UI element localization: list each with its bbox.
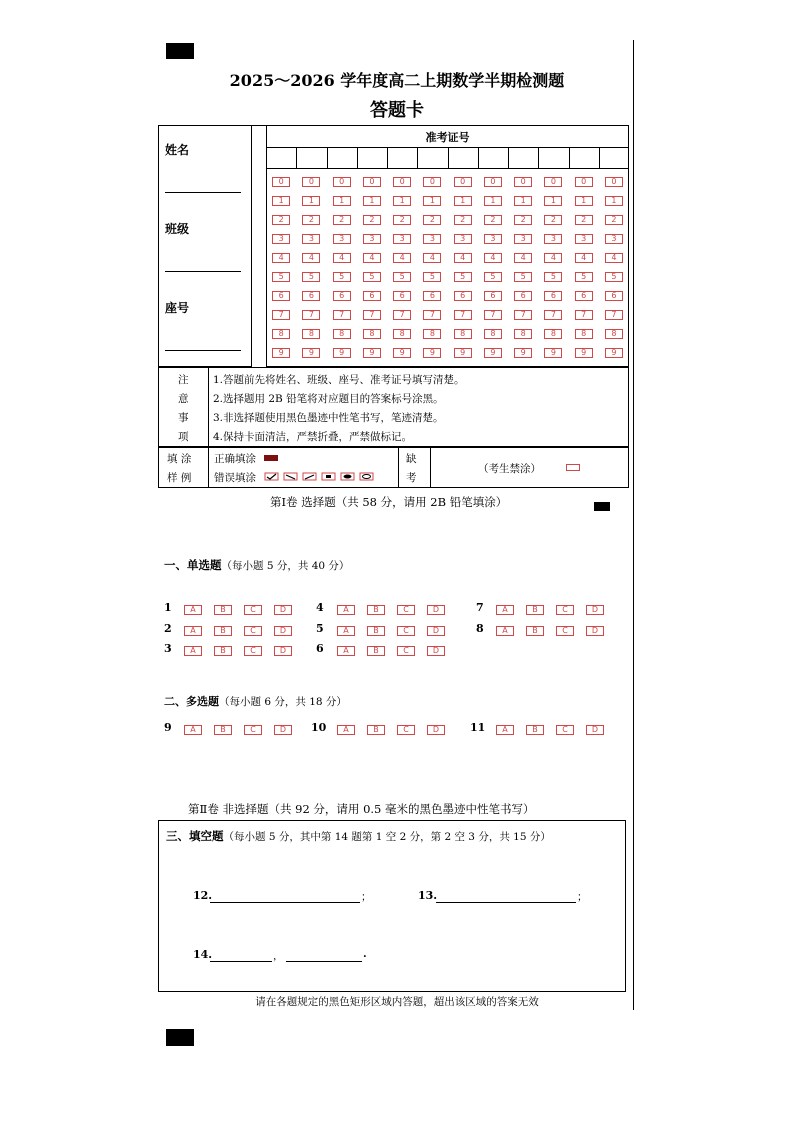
q13-label: 13. bbox=[418, 889, 438, 902]
answer-bubble-b[interactable]: B bbox=[526, 725, 544, 735]
exam-id-digit-bubble[interactable]: 6 bbox=[484, 291, 502, 301]
answer-bubble-d[interactable]: D bbox=[586, 725, 604, 735]
exam-id-digit-bubble[interactable]: 6 bbox=[272, 291, 290, 301]
exam-id-digit-bubble[interactable]: 8 bbox=[423, 329, 441, 339]
class-label: 班级 bbox=[165, 222, 190, 236]
answer-bubble-a[interactable]: A bbox=[337, 725, 355, 735]
q13-sep: ； bbox=[577, 891, 588, 903]
exam-id-digit-bubble[interactable]: 7 bbox=[393, 310, 411, 320]
exam-id-digit-bubble[interactable]: 9 bbox=[393, 348, 411, 358]
notes-side-4: 项 bbox=[178, 431, 189, 443]
exam-id-digit-bubble[interactable]: 4 bbox=[544, 253, 562, 263]
exam-id-digit-bubble[interactable]: 6 bbox=[544, 291, 562, 301]
exam-id-digit-bubble[interactable]: 5 bbox=[302, 272, 320, 282]
answer-bubble-a[interactable]: A bbox=[184, 646, 202, 656]
absent-bubble[interactable] bbox=[566, 464, 580, 471]
exam-id-digit-bubble[interactable]: 7 bbox=[423, 310, 441, 320]
note-item-4: 4.保持卡面清洁，严禁折叠，严禁做标记。 bbox=[213, 431, 413, 443]
exam-id-digit-bubble[interactable]: 4 bbox=[454, 253, 472, 263]
exam-id-digit-bubble[interactable]: 9 bbox=[302, 348, 320, 358]
exam-id-digit-bubble[interactable]: 1 bbox=[363, 196, 381, 206]
exam-id-digit-bubble[interactable]: 2 bbox=[575, 215, 593, 225]
q14-comma: ， bbox=[273, 950, 284, 962]
exam-id-digit-bubble[interactable]: 9 bbox=[605, 348, 623, 358]
answer-bubble-d[interactable]: D bbox=[274, 725, 292, 735]
answer-bubble-a[interactable]: A bbox=[337, 646, 355, 656]
exam-id-digit-bubble[interactable]: 0 bbox=[484, 177, 502, 187]
notes-side-1: 注 bbox=[178, 374, 189, 386]
name-label: 姓名 bbox=[165, 143, 190, 157]
exam-id-digit-bubble[interactable]: 9 bbox=[423, 348, 441, 358]
exam-id-digit-bubble[interactable]: 5 bbox=[454, 272, 472, 282]
exam-id-digit-bubble[interactable]: 0 bbox=[272, 177, 290, 187]
exam-id-digit-bubble[interactable]: 1 bbox=[302, 196, 320, 206]
q12-answer[interactable] bbox=[210, 902, 360, 903]
fill-blank-title bbox=[166, 828, 551, 844]
note-item-3: 3.非选择题使用黑色墨迹中性笔书写，笔迹清楚。 bbox=[213, 412, 444, 424]
exam-id-digit-bubble[interactable]: 6 bbox=[454, 291, 472, 301]
exam-id-digit-bubble[interactable]: 5 bbox=[333, 272, 351, 282]
answer-bubble-c[interactable]: C bbox=[397, 725, 415, 735]
answer-bubble-b[interactable]: B bbox=[367, 646, 385, 656]
exam-id-digit-bubble[interactable]: 1 bbox=[333, 196, 351, 206]
exam-id-digit-bubble[interactable]: 9 bbox=[544, 348, 562, 358]
exam-id-digit-bubble[interactable]: 2 bbox=[272, 215, 290, 225]
exam-id-digit-bubble[interactable]: 3 bbox=[514, 234, 532, 244]
answer-bubble-c[interactable]: C bbox=[244, 646, 262, 656]
exam-id-digit-bubble[interactable]: 3 bbox=[544, 234, 562, 244]
exam-id-digit-bubble[interactable]: 3 bbox=[484, 234, 502, 244]
exam-id-digit-bubble[interactable]: 1 bbox=[423, 196, 441, 206]
exam-id-digit-bubble[interactable]: 7 bbox=[454, 310, 472, 320]
exam-id-digit-bubble[interactable]: 4 bbox=[484, 253, 502, 263]
exam-id-digit-bubble[interactable]: 5 bbox=[423, 272, 441, 282]
exam-id-digit-bubble[interactable]: 6 bbox=[514, 291, 532, 301]
answer-bubble-d[interactable]: D bbox=[427, 646, 445, 656]
q14-answer-1[interactable] bbox=[210, 961, 272, 962]
exam-id-digit-bubble[interactable]: 2 bbox=[363, 215, 381, 225]
answer-bubble-b[interactable]: B bbox=[526, 626, 544, 636]
exam-id-digit-bubble[interactable]: 8 bbox=[605, 329, 623, 339]
exam-id-digit-bubble[interactable]: 3 bbox=[605, 234, 623, 244]
exam-id-digit-bubble[interactable]: 4 bbox=[272, 253, 290, 263]
multi-choice-title-text: 二、多选题 bbox=[164, 695, 219, 708]
exam-id-digit-bubble[interactable]: 7 bbox=[575, 310, 593, 320]
answer-bubble-b[interactable]: B bbox=[214, 605, 232, 615]
absent-note: （考生禁涂） bbox=[478, 463, 541, 475]
answer-bubble-b[interactable]: B bbox=[526, 605, 544, 615]
exam-id-digit-bubble[interactable]: 8 bbox=[393, 329, 411, 339]
exam-id-digit-bubble[interactable]: 8 bbox=[514, 329, 532, 339]
answer-bubble-a[interactable]: A bbox=[337, 626, 355, 636]
exam-id-digit-bubble[interactable]: 2 bbox=[514, 215, 532, 225]
exam-id-digit-bubble[interactable]: 2 bbox=[484, 215, 502, 225]
answer-bubble-b[interactable]: B bbox=[367, 725, 385, 735]
answer-bubble-d[interactable]: D bbox=[427, 725, 445, 735]
exam-id-digit-bubble[interactable]: 3 bbox=[363, 234, 381, 244]
exam-id-digit-bubble[interactable]: 1 bbox=[544, 196, 562, 206]
seat-label: 座号 bbox=[165, 301, 190, 315]
exam-id-digit-bubble[interactable]: 2 bbox=[333, 215, 351, 225]
notes-side-3: 事 bbox=[178, 412, 189, 424]
q14-label: 14. bbox=[193, 948, 213, 961]
exam-id-label: 准考证号 bbox=[425, 131, 470, 144]
fill-blank-title-text: 三、填空题 bbox=[166, 829, 224, 843]
exam-id-digit-bubble[interactable]: 0 bbox=[575, 177, 593, 187]
exam-id-digit-bubble[interactable]: 8 bbox=[544, 329, 562, 339]
question-number: 1 bbox=[164, 601, 172, 614]
single-choice-title-text: 一、单选题 bbox=[164, 558, 222, 572]
exam-id-digit-bubble[interactable]: 4 bbox=[333, 253, 351, 263]
exam-id-digit-bubble[interactable]: 3 bbox=[333, 234, 351, 244]
exam-id-digit-bubble[interactable]: 9 bbox=[272, 348, 290, 358]
wrong-fill-samples bbox=[264, 471, 384, 483]
exam-id-digit-bubble[interactable]: 6 bbox=[333, 291, 351, 301]
exam-id-digit-bubble[interactable]: 8 bbox=[302, 329, 320, 339]
exam-id-digit-bubble[interactable]: 5 bbox=[514, 272, 532, 282]
exam-id-digit-bubble[interactable]: 9 bbox=[454, 348, 472, 358]
exam-id-digit-bubble[interactable]: 8 bbox=[333, 329, 351, 339]
exam-id-digit-bubble[interactable]: 1 bbox=[393, 196, 411, 206]
exam-id-digit-bubble[interactable]: 0 bbox=[423, 177, 441, 187]
exam-id-digit-bubble[interactable]: 9 bbox=[514, 348, 532, 358]
exam-id-digit-bubble[interactable]: 4 bbox=[393, 253, 411, 263]
exam-id-digit-bubble[interactable]: 4 bbox=[575, 253, 593, 263]
exam-id-digit-bubble[interactable]: 4 bbox=[423, 253, 441, 263]
q12-label: 12. bbox=[193, 889, 213, 902]
exam-id-digit-bubble[interactable]: 8 bbox=[363, 329, 381, 339]
exam-id-digit-bubble[interactable]: 7 bbox=[302, 310, 320, 320]
exam-id-digit-bubble[interactable]: 4 bbox=[605, 253, 623, 263]
answer-bubble-c[interactable]: C bbox=[397, 626, 415, 636]
single-choice-title bbox=[164, 557, 349, 573]
exam-id-digit-bubble[interactable]: 5 bbox=[544, 272, 562, 282]
part2-heading: 第Ⅱ卷 非选择题（共 92 分，请用 0.5 毫米的黑色墨迹中性笔书写） bbox=[188, 802, 535, 816]
q12-sep: ； bbox=[361, 891, 372, 903]
correct-fill-sample bbox=[264, 455, 278, 461]
answer-bubble-b[interactable]: B bbox=[367, 626, 385, 636]
exam-id-digit-bubble[interactable]: 9 bbox=[484, 348, 502, 358]
answer-bubble-b[interactable]: B bbox=[214, 646, 232, 656]
answer-bubble-c[interactable]: C bbox=[244, 626, 262, 636]
exam-id-digit-bubble[interactable]: 2 bbox=[605, 215, 623, 225]
exam-id-digit-bubble[interactable]: 5 bbox=[363, 272, 381, 282]
exam-id-digit-bubble[interactable]: 8 bbox=[575, 329, 593, 339]
answer-bubble-c[interactable]: C bbox=[244, 725, 262, 735]
absent-label-2: 考 bbox=[406, 472, 417, 484]
answer-bubble-d[interactable]: D bbox=[427, 605, 445, 615]
answer-bubble-b[interactable]: B bbox=[214, 725, 232, 735]
exam-id-digit-bubble[interactable]: 6 bbox=[575, 291, 593, 301]
question-number: 4 bbox=[316, 601, 324, 614]
exam-id-digit-bubble[interactable]: 1 bbox=[605, 196, 623, 206]
exam-id-digit-bubble[interactable]: 4 bbox=[302, 253, 320, 263]
correct-fill-label: 正确填涂 bbox=[214, 453, 256, 465]
exam-id-digit-bubble[interactable]: 7 bbox=[272, 310, 290, 320]
question-number: 8 bbox=[476, 622, 484, 635]
exam-id-digit-bubble[interactable]: 3 bbox=[393, 234, 411, 244]
answer-bubble-c[interactable]: C bbox=[397, 646, 415, 656]
exam-id-digit-bubble[interactable]: 1 bbox=[272, 196, 290, 206]
exam-id-digit-bubble[interactable]: 7 bbox=[514, 310, 532, 320]
multi-choice-title bbox=[164, 693, 347, 709]
answer-bubble-a[interactable]: A bbox=[337, 605, 355, 615]
answer-bubble-d[interactable]: D bbox=[586, 605, 604, 615]
alignment-mark-bottom bbox=[166, 1029, 194, 1046]
exam-id-digit-bubble[interactable]: 2 bbox=[393, 215, 411, 225]
question-number: 2 bbox=[164, 622, 172, 635]
multi-choice-note: （每小题 6 分，共 18 分） bbox=[219, 696, 347, 708]
exam-id-digit-bubble[interactable]: 0 bbox=[363, 177, 381, 187]
exam-id-digit-bubble[interactable]: 0 bbox=[454, 177, 472, 187]
answer-bubble-a[interactable]: A bbox=[496, 626, 514, 636]
question-number: 3 bbox=[164, 642, 172, 655]
q13-answer[interactable] bbox=[436, 902, 576, 903]
exam-id-digit-bubble[interactable]: 6 bbox=[363, 291, 381, 301]
alignment-mark-right bbox=[594, 502, 610, 511]
note-item-1: 1.答题前先将姓名、班级、座号、准考证号填写清楚。 bbox=[213, 374, 465, 386]
exam-id-digit-bubble[interactable]: 2 bbox=[544, 215, 562, 225]
exam-id-digit-bubble[interactable]: 3 bbox=[575, 234, 593, 244]
answer-bubble-d[interactable]: D bbox=[274, 605, 292, 615]
question-number: 7 bbox=[476, 601, 484, 614]
exam-id-digit-bubble[interactable]: 0 bbox=[333, 177, 351, 187]
exam-id-digit-bubble[interactable]: 0 bbox=[514, 177, 532, 187]
question-number: 5 bbox=[316, 622, 324, 635]
answer-bubble-c[interactable]: C bbox=[556, 605, 574, 615]
exam-id-digit-bubble[interactable]: 3 bbox=[454, 234, 472, 244]
exam-id-digit-bubble[interactable]: 0 bbox=[393, 177, 411, 187]
exam-id-digit-bubble[interactable]: 7 bbox=[333, 310, 351, 320]
exam-id-digit-bubble[interactable]: 8 bbox=[484, 329, 502, 339]
exam-id-digit-bubble[interactable]: 1 bbox=[484, 196, 502, 206]
answer-bubble-c[interactable]: C bbox=[397, 605, 415, 615]
exam-id-digit-bubble[interactable]: 8 bbox=[454, 329, 472, 339]
q14-answer-2[interactable] bbox=[286, 961, 362, 962]
exam-id-digit-bubble[interactable]: 5 bbox=[272, 272, 290, 282]
exam-id-digit-bubble[interactable]: 9 bbox=[363, 348, 381, 358]
exam-id-digit-bubble[interactable]: 0 bbox=[605, 177, 623, 187]
answer-bubble-b[interactable]: B bbox=[367, 605, 385, 615]
exam-id-digit-bubble[interactable]: 6 bbox=[302, 291, 320, 301]
exam-id-digit-bubble[interactable]: 0 bbox=[302, 177, 320, 187]
question-number: 9 bbox=[164, 721, 172, 734]
answer-bubble-d[interactable]: D bbox=[274, 626, 292, 636]
exam-id-digit-bubble[interactable]: 3 bbox=[302, 234, 320, 244]
sample-side-2: 样 例 bbox=[167, 472, 192, 484]
question-number: 10 bbox=[311, 721, 327, 734]
exam-id-digit-bubble[interactable]: 0 bbox=[544, 177, 562, 187]
question-number: 6 bbox=[316, 642, 324, 655]
page-right-rule bbox=[633, 40, 634, 1010]
exam-id-digit-bubble[interactable]: 6 bbox=[605, 291, 623, 301]
footer-warning: 请在各题规定的黑色矩形区域内答题，超出该区域的答案无效 bbox=[255, 996, 539, 1008]
fill-blank-note: （每小题 5 分，其中第 14 题第 1 空 2 分，第 2 空 3 分，共 15 分） bbox=[223, 831, 551, 843]
answer-bubble-a[interactable]: A bbox=[496, 725, 514, 735]
answer-bubble-d[interactable]: D bbox=[427, 626, 445, 636]
exam-id-digit-bubble[interactable]: 7 bbox=[605, 310, 623, 320]
sample-side-1: 填 涂 bbox=[167, 453, 192, 465]
q14-period: . bbox=[363, 948, 367, 960]
part1-heading: 第Ⅰ卷 选择题（共 58 分，请用 2B 铅笔填涂） bbox=[270, 495, 508, 509]
exam-id-digit-bubble[interactable]: 9 bbox=[333, 348, 351, 358]
exam-id-digit-bubble[interactable]: 5 bbox=[484, 272, 502, 282]
question-number: 11 bbox=[470, 721, 486, 734]
exam-id-digit-bubble[interactable]: 3 bbox=[423, 234, 441, 244]
absent-label-1: 缺 bbox=[406, 453, 417, 465]
answer-bubble-d[interactable]: D bbox=[274, 646, 292, 656]
exam-id-digit-bubble[interactable]: 1 bbox=[514, 196, 532, 206]
notes-side-2: 意 bbox=[178, 393, 189, 405]
exam-id-digit-bubble[interactable]: 7 bbox=[544, 310, 562, 320]
exam-id-digit-bubble[interactable]: 2 bbox=[302, 215, 320, 225]
page-subtitle: 答题卡 bbox=[370, 100, 424, 121]
exam-id-digit-bubble[interactable]: 2 bbox=[423, 215, 441, 225]
exam-id-digit-bubble[interactable]: 3 bbox=[272, 234, 290, 244]
answer-bubble-a[interactable]: A bbox=[184, 626, 202, 636]
answer-bubble-a[interactable]: A bbox=[184, 605, 202, 615]
answer-bubble-a[interactable]: A bbox=[184, 725, 202, 735]
fill-blank-box bbox=[158, 820, 626, 992]
answer-bubble-a[interactable]: A bbox=[496, 605, 514, 615]
exam-id-digit-bubble[interactable]: 4 bbox=[514, 253, 532, 263]
answer-bubble-c[interactable]: C bbox=[244, 605, 262, 615]
page-title: 2025～2026 学年度高二上期数学半期检测题 bbox=[229, 71, 565, 90]
wrong-fill-label: 错误填涂 bbox=[214, 472, 256, 484]
exam-id-digit-bubble[interactable]: 2 bbox=[454, 215, 472, 225]
single-choice-note: （每小题 5 分，共 40 分） bbox=[221, 560, 350, 572]
exam-id-digit-bubble[interactable]: 5 bbox=[605, 272, 623, 282]
exam-id-digit-bubble[interactable]: 1 bbox=[454, 196, 472, 206]
exam-id-digit-bubble[interactable]: 1 bbox=[575, 196, 593, 206]
exam-id-digit-bubble[interactable]: 8 bbox=[272, 329, 290, 339]
answer-bubble-d[interactable]: D bbox=[586, 626, 604, 636]
exam-id-digit-bubble[interactable]: 7 bbox=[484, 310, 502, 320]
answer-bubble-b[interactable]: B bbox=[214, 626, 232, 636]
exam-id-digit-bubble[interactable]: 6 bbox=[393, 291, 411, 301]
exam-id-digit-bubble[interactable]: 5 bbox=[393, 272, 411, 282]
alignment-mark-top bbox=[166, 43, 194, 59]
exam-id-digit-bubble[interactable]: 7 bbox=[363, 310, 381, 320]
exam-id-digit-bubble[interactable]: 9 bbox=[575, 348, 593, 358]
exam-id-digit-bubble[interactable]: 4 bbox=[363, 253, 381, 263]
exam-id-digit-bubble[interactable]: 6 bbox=[423, 291, 441, 301]
answer-bubble-c[interactable]: C bbox=[556, 725, 574, 735]
answer-bubble-c[interactable]: C bbox=[556, 626, 574, 636]
note-item-2: 2.选择题用 2B 铅笔将对应题目的答案标号涂黑。 bbox=[213, 393, 444, 405]
exam-id-digit-bubble[interactable]: 5 bbox=[575, 272, 593, 282]
